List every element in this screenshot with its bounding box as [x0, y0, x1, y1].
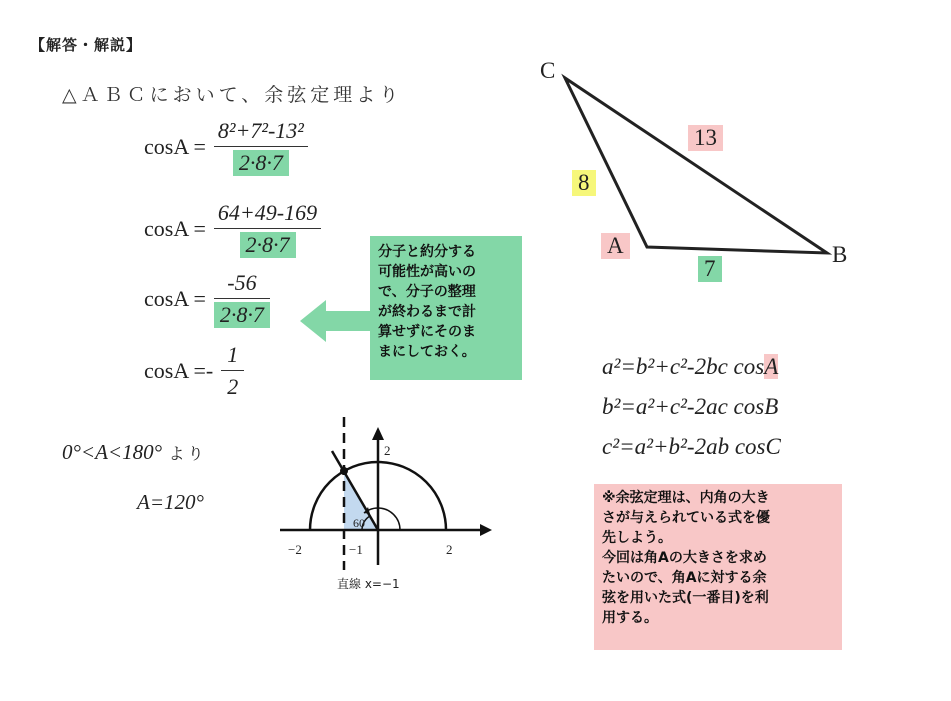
- y-axis-arrow-icon: [372, 427, 384, 440]
- formula-c: [602, 434, 781, 460]
- note-box: [594, 484, 842, 650]
- equation-step-2: [144, 200, 321, 258]
- equation-lhs: cosA =-: [144, 358, 214, 383]
- formula-a: [602, 354, 778, 380]
- intro-text: △ＡＢＣにおいて、余弦定理より: [62, 84, 403, 106]
- final-answer: A=120°: [137, 490, 204, 514]
- fraction-numerator: 8²+7²-13²: [217, 118, 304, 143]
- line-label: 直線 x=−1: [337, 577, 400, 591]
- formula-main: b²=a²+c²-2ac cos: [602, 394, 765, 419]
- equation-step-4: [144, 342, 244, 400]
- equation-step-1: [144, 118, 308, 176]
- side-label-bc: 13: [688, 125, 723, 151]
- triangle-shape: [565, 78, 827, 253]
- x-tick-label: 2: [446, 542, 453, 557]
- equation-step-3: [144, 270, 270, 328]
- note-line: 弦を用いた式(一番目)を利: [602, 590, 769, 606]
- fraction-denominator: 2·8·7: [214, 302, 270, 328]
- callout-line: まにしておく。: [378, 344, 476, 360]
- formula-main: c²=a²+b²-2ab cos: [602, 434, 766, 459]
- vertex-label-a: A: [601, 233, 630, 259]
- semicircle-graph: [280, 415, 500, 575]
- vertex-label-b: B: [832, 242, 848, 267]
- angle-label: 60: [353, 516, 365, 530]
- formula-b: [602, 394, 778, 420]
- fraction-numerator: -56: [227, 270, 257, 295]
- formula-tail: B: [764, 394, 779, 419]
- formula-tail: C: [765, 434, 781, 459]
- fraction-numerator: 1: [227, 342, 239, 367]
- side-label-ac: 8: [572, 170, 596, 196]
- fraction-denominator: 2·8·7: [233, 150, 289, 176]
- formula-main: a²=b²+c²-2bc cos: [602, 354, 765, 379]
- angle-arc-right: [378, 508, 400, 530]
- callout-box: [370, 236, 522, 380]
- fraction-numerator: 64+49-169: [217, 200, 318, 225]
- range-suffix: より: [168, 444, 207, 463]
- note-line: たいので、角Aに対する余: [602, 570, 767, 586]
- equation-lhs: cosA =: [144, 286, 206, 311]
- section-heading: 【解答・解説】: [30, 36, 143, 54]
- note-line: 今回は角Aの大きさを求め: [602, 550, 767, 566]
- x-tick-label: −2: [288, 542, 302, 557]
- callout-arrow-icon: [300, 298, 372, 344]
- x-tick-label: −1: [349, 542, 363, 557]
- y-tick-label: 2: [384, 443, 391, 458]
- callout-line: で、分子の整理: [378, 284, 476, 300]
- note-line: 用する。: [602, 610, 658, 626]
- callout-line: 可能性が高いの: [378, 264, 476, 280]
- side-label-ab: 7: [698, 256, 722, 282]
- callout-line: 算せずにそのま: [378, 324, 476, 340]
- callout-line: 分子と約分する: [378, 244, 476, 260]
- equation-lhs: cosA =: [144, 134, 206, 159]
- range-math: 0°<A<180°: [62, 440, 162, 464]
- vertex-label-c: C: [540, 58, 556, 83]
- point-on-circle: [340, 467, 348, 475]
- angle-range: [62, 440, 207, 465]
- fraction-denominator: 2·8·7: [240, 232, 296, 258]
- x-axis-arrow-icon: [480, 524, 492, 536]
- callout-line: が終わるまで計: [378, 304, 476, 320]
- formula-tail: A: [764, 354, 779, 379]
- fraction-denominator: 2: [227, 374, 239, 399]
- equation-lhs: cosA =: [144, 216, 206, 241]
- note-line: ※余弦定理は、内角の大き: [602, 490, 770, 506]
- note-line: 先しよう。: [602, 530, 672, 546]
- note-line: さが与えられている式を優: [602, 510, 770, 526]
